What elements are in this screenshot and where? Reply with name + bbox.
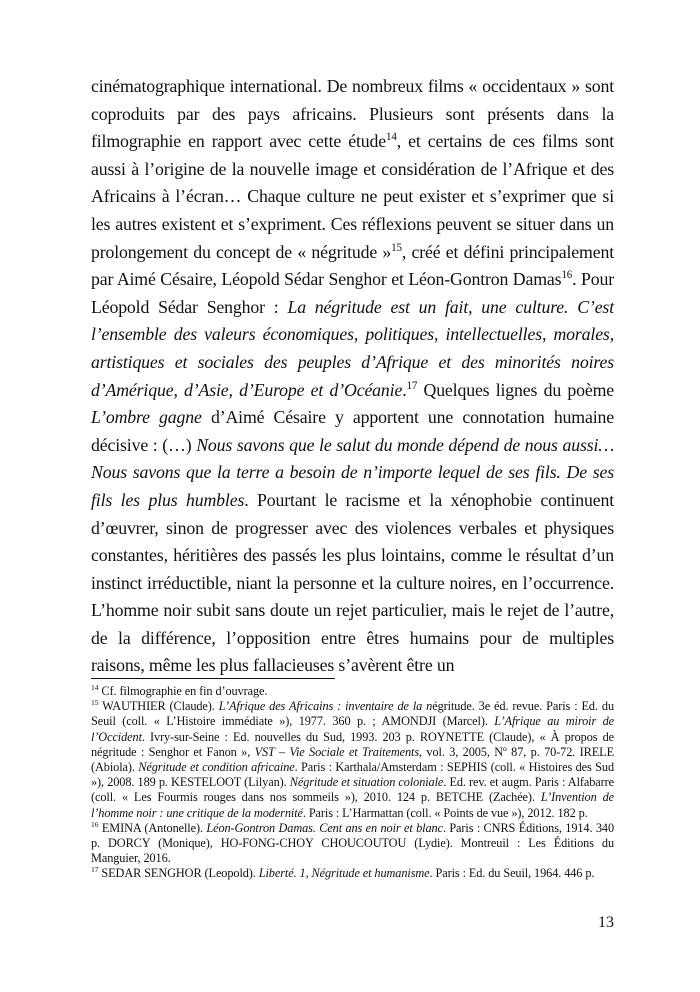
body-text-segment: . Pour Léopold Sédar Senghor : xyxy=(91,269,614,317)
body-paragraph xyxy=(91,73,614,680)
footnote-text: . Paris : Ed. du Seuil, 1964. 446 p. xyxy=(429,866,595,881)
body-text-segment: , et certains de ces films sont aussi à l’origine de la nouvelle image et considération de l’Afrique et des Africains à l’écran… Chaque culture ne peut exister et s’exprimer que si les autres existent et s’expriment. Ces réflexions peuvent se situer dans un prolongement du concept de « négritude » xyxy=(91,131,614,262)
footnote-title: L’Invention de l’homme noir : une critique de la modernité xyxy=(91,790,614,820)
footnote-ref-15[interactable]: 15 xyxy=(391,241,402,254)
body-text-segment: . Pourtant le racisme et la xénophobie continuent d’œuvrer, sinon de progresser avec des violences verbales et physiques constantes, héritières des passés les plus lointains, comme le résultat d’un instinct irréductible, niant la personne et la culture noires, en l’occurrence. L’homme noir subit sans doute un rejet particulier, mais le rejet de l’autre, de la différence, l’opposition entre êtres humains pour de multiples raisons, même les plus fallacieuses s’avèrent être un xyxy=(91,489,614,676)
footnote-title: L’Afrique des Africains : inventaire de la n xyxy=(218,699,433,714)
footnote-text: EMINA (Antonelle). xyxy=(98,820,207,835)
footnote-text: WAUTHIER (Claude). xyxy=(98,699,219,714)
footnote-16 xyxy=(91,821,614,867)
footnote-title: Léon-Gontron Damas. Cent ans en noir et blanc xyxy=(206,820,443,835)
footnote-text: . Paris : Karthala/Amsterdam : SEPHIS (coll. « Histoires des Sud »), 2008. 189 p. KESTELOOT (Lilyan). xyxy=(91,760,614,790)
body-text-segment: , créé et défini principalement par Aimé Césaire, Léopold Sédar Senghor et Léon-Gontron Damas xyxy=(91,241,614,290)
body-text-segment: . xyxy=(402,379,407,400)
footnote-text: . Ivry-sur-Seine : Ed. nouvelles du Sud, 1993. 203 p. ROYNETTE (Claude), « À propos de négritude : Senghor et Fanon », xyxy=(91,729,614,759)
footnote-ref-16[interactable]: 16 xyxy=(561,269,573,282)
body-text-segment: Quelques lignes du poème xyxy=(417,379,614,400)
page-number: 13 xyxy=(598,914,614,931)
senghor-quote: La négritude est un fait, une culture. C’est l’ensemble des valeurs économiques, politiques, intellectuelles, morales, artistiques et sociales des peuples d’Afrique et des minorités noires d’Amérique, d’Asie, d’Europe et d’Océanie xyxy=(91,296,614,400)
footnote-text: . Ed. rev. et augm. Paris : Alfabarre (coll. « Les Fourmis rouges dans nos sommeils »), 2010. 124 p. BETCHE (Zachée). xyxy=(91,775,615,805)
footnote-title: VST – Vie Sociale et Traitements xyxy=(254,744,420,759)
footnote-number: 17 xyxy=(91,865,99,875)
footnote-14 xyxy=(91,684,614,699)
footnote-ref-17[interactable]: 17 xyxy=(406,379,418,392)
footnote-text: . Paris : L’Harmattan (coll. « Points de vue »), 2012. 182 p. xyxy=(302,805,588,820)
footnote-text: . Paris : CNRS Éditions, 1914. 340 p. DORCY (Monique), HO-FONG-CHOY CHOUCOUTOU (Lydie). Montreuil : Les Éditions du Manguier, 2016. xyxy=(91,820,615,866)
poem-title: L’ombre gagne xyxy=(91,407,202,428)
footnote-text: , vol. 3, 2005, Nº 87, p. 70-72. IRELE (Abiola). xyxy=(91,744,614,775)
footnote-text: égritude. 3e éd. revue. Paris : Ed. du Seuil (coll. « L’Histoire immédiate »), 1977. 360 p. ; AMONDJI (Marcel). xyxy=(91,699,614,729)
footnote-number: 15 xyxy=(91,698,99,708)
footnote-separator xyxy=(91,678,335,679)
footnote-title: L’Afrique au miroir de l’Occident xyxy=(91,714,615,744)
cesaire-quote: Nous savons que le salut du monde dépend de nous aussi… Nous savons que la terre a besoin de n’importe lequel de ses fils. De ses fils les plus humbles xyxy=(91,434,614,510)
footnote-title: Liberté. 1, Négritude et humanisme xyxy=(258,866,430,881)
footnote-number: 16 xyxy=(91,819,99,829)
footnote-ref-14[interactable]: 14 xyxy=(386,131,397,144)
footnote-number: 14 xyxy=(91,682,99,692)
footnote-text: Cf. filmographie en fin d’ouvrage. xyxy=(98,684,268,698)
body-text-segment: cinématographique international. De nombreux films « occidentaux » sont coproduits par des pays africains. Plusieurs sont présents dans la filmographie en rapport avec cette étude xyxy=(91,76,614,152)
footnote-15 xyxy=(91,699,614,821)
footnote-title: Négritude et situation coloniale xyxy=(289,775,444,790)
footnote-title: Négritude et condition africaine xyxy=(138,760,295,775)
body-text-segment: d’Aimé Césaire y apportent une connotation humaine décisive : (…) xyxy=(91,407,614,455)
footnote-17 xyxy=(91,866,614,881)
footnote-text: SEDAR SENGHOR (Leopold). xyxy=(98,866,259,881)
footnotes xyxy=(91,684,614,882)
